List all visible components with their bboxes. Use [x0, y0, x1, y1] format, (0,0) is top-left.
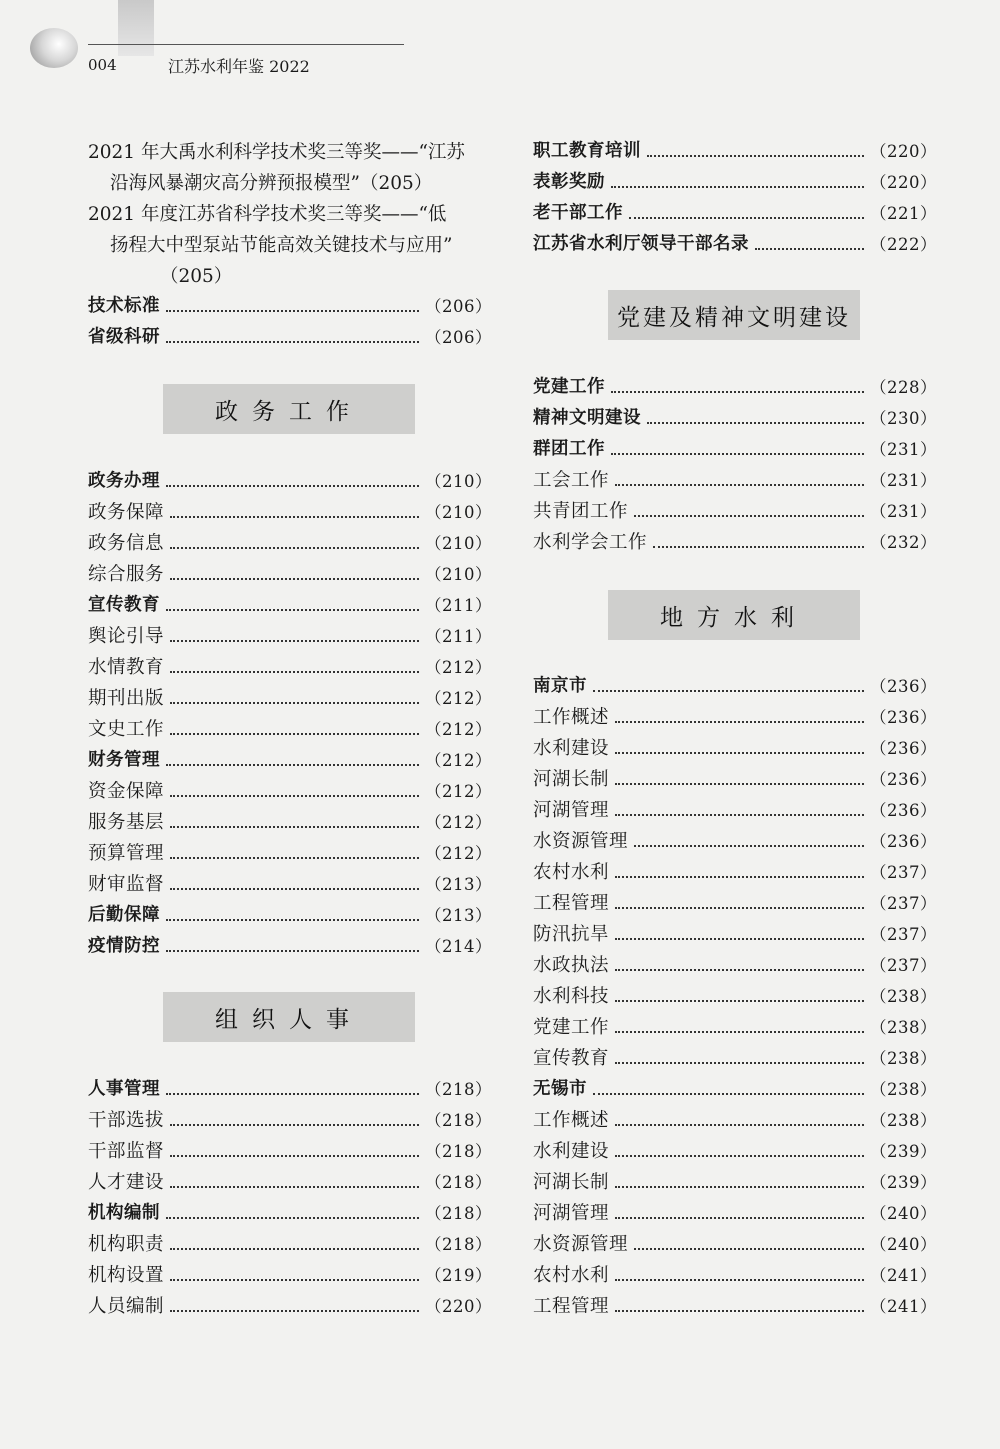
toc-label: 水政执法: [533, 955, 610, 976]
toc-page-number: （239）: [870, 1142, 937, 1161]
toc-entry[interactable]: [88, 497, 492, 528]
toc-label: 河湖管理: [533, 1203, 610, 1224]
toc-entry-award-1[interactable]: [88, 137, 492, 199]
toc-page-number: （211）: [425, 627, 492, 646]
toc-label: 财务管理: [88, 750, 160, 770]
toc-label: 技术标准: [88, 296, 160, 316]
toc-label: 干部选拔: [88, 1110, 165, 1131]
toc-entry[interactable]: [533, 1167, 937, 1198]
toc-page-number: （232）: [870, 533, 937, 552]
toc-label: 党建工作: [533, 377, 605, 397]
section-heading-party-building: 党建及精神文明建设: [608, 290, 860, 340]
dot-leader: [170, 578, 419, 580]
toc-page-number: （231）: [870, 502, 937, 521]
section-heading-government-affairs: 政务工作: [163, 384, 415, 434]
dot-leader: [170, 826, 419, 828]
toc-page-number: （219）: [425, 1266, 492, 1285]
toc-entry[interactable]: [88, 900, 492, 931]
dot-leader: [629, 217, 864, 219]
toc-entry[interactable]: [533, 1291, 937, 1322]
page-header: [0, 0, 1000, 90]
toc-entry[interactable]: [88, 590, 492, 621]
toc-page-number: （218）: [425, 1142, 492, 1161]
toc-label: 共青团工作: [533, 501, 629, 522]
toc-label: 政务办理: [88, 471, 160, 491]
toc-label: 水利建设: [533, 738, 610, 759]
toc-label: 水利科技: [533, 986, 610, 1007]
dot-leader: [170, 857, 419, 859]
dot-leader: [615, 1155, 864, 1157]
toc-label: 综合服务: [88, 564, 165, 585]
toc-entry[interactable]: [88, 1260, 492, 1291]
toc-label: 机构设置: [88, 1265, 165, 1286]
toc-label: 河湖长制: [533, 769, 610, 790]
dot-leader: [611, 391, 864, 393]
toc-label: 干部监督: [88, 1141, 165, 1162]
toc-page-number: （210）: [425, 472, 492, 491]
toc-entry[interactable]: [533, 733, 937, 764]
toc-entry[interactable]: [533, 671, 937, 702]
toc-label: 机构编制: [88, 1203, 160, 1223]
toc-label: 水利学会工作: [533, 532, 648, 553]
toc-entry[interactable]: [533, 1260, 937, 1291]
toc-entry[interactable]: [88, 1198, 492, 1229]
toc-entry[interactable]: [88, 621, 492, 652]
dot-leader: [170, 795, 419, 797]
toc-page-number: （241）: [870, 1297, 937, 1316]
toc-entry[interactable]: [88, 528, 492, 559]
toc-entry[interactable]: [533, 764, 937, 795]
toc-label: 水资源管理: [533, 831, 629, 852]
toc-entry[interactable]: [88, 1229, 492, 1260]
toc-page-number: （218）: [425, 1080, 492, 1099]
header-rule: [88, 44, 404, 45]
toc-label: 水利建设: [533, 1141, 610, 1162]
dot-leader: [615, 814, 864, 816]
toc-entry[interactable]: [533, 857, 937, 888]
toc-label: 人才建设: [88, 1172, 165, 1193]
toc-label: 服务基层: [88, 812, 165, 833]
toc-entry[interactable]: [88, 559, 492, 590]
toc-label: 河湖管理: [533, 800, 610, 821]
toc-page-number: （238）: [870, 1111, 937, 1130]
dot-leader: [615, 1217, 864, 1219]
dot-leader: [615, 938, 864, 940]
dot-leader: [634, 515, 864, 517]
toc-page-number: （212）: [425, 658, 492, 677]
toc-entry[interactable]: [533, 198, 937, 229]
toc-page-number: （238）: [870, 1049, 937, 1068]
toc-label: 宣传教育: [88, 595, 160, 615]
toc-label: 无锡市: [533, 1079, 587, 1099]
toc-entry[interactable]: [533, 1043, 937, 1074]
toc-page-number: （222）: [870, 235, 937, 254]
page-number: 004: [88, 56, 117, 74]
toc-entry[interactable]: [533, 702, 937, 733]
toc-entry[interactable]: [88, 1136, 492, 1167]
toc-label: 工作概述: [533, 1110, 610, 1131]
dot-leader: [170, 1155, 419, 1157]
book-title: 江苏水利年鉴 2022: [168, 57, 310, 76]
dot-leader: [593, 1093, 864, 1095]
header-ornament-icon: [30, 28, 78, 68]
toc-page-number: （214）: [425, 937, 492, 956]
toc-entry[interactable]: [533, 981, 937, 1012]
toc-page-number: （240）: [870, 1235, 937, 1254]
toc-page-number: （236）: [870, 832, 937, 851]
dot-leader: [170, 1124, 419, 1126]
toc-page-number: （230）: [870, 409, 937, 428]
toc-page-number: （237）: [870, 925, 937, 944]
dot-leader: [634, 845, 864, 847]
toc-label: 水资源管理: [533, 1234, 629, 1255]
toc-label: 机构职责: [88, 1234, 165, 1255]
dot-leader: [615, 969, 864, 971]
toc-label: 资金保障: [88, 781, 165, 802]
dot-leader: [170, 1186, 419, 1188]
toc-entry[interactable]: [533, 136, 937, 167]
dot-leader: [615, 1279, 864, 1281]
toc-entry[interactable]: [88, 776, 492, 807]
toc-label: 南京市: [533, 676, 587, 696]
dot-leader: [170, 671, 419, 673]
toc-page-number: （206）: [425, 297, 492, 316]
toc-entry[interactable]: [533, 167, 937, 198]
dot-leader: [647, 422, 864, 424]
toc-page-number: （210）: [425, 565, 492, 584]
dot-leader: [170, 888, 419, 890]
toc-entry[interactable]: [88, 683, 492, 714]
toc-page-number: （218）: [425, 1111, 492, 1130]
dot-leader: [166, 764, 419, 766]
toc-page-number: （205）: [359, 173, 433, 194]
toc-entry[interactable]: [533, 950, 937, 981]
dot-leader: [170, 1248, 419, 1250]
toc-entry-award-2[interactable]: [88, 199, 492, 292]
dot-leader: [615, 1310, 864, 1312]
toc-entry[interactable]: [533, 527, 937, 558]
dot-leader: [615, 752, 864, 754]
toc-page-number: （238）: [870, 1018, 937, 1037]
dot-leader: [166, 1093, 419, 1095]
toc-entry[interactable]: [533, 1198, 937, 1229]
toc-page-number: （218）: [425, 1235, 492, 1254]
header-decoration: [118, 0, 154, 56]
toc-label: 党建工作: [533, 1017, 610, 1038]
toc-page-number: （236）: [870, 801, 937, 820]
dot-leader: [170, 1310, 419, 1312]
toc-label: 群团工作: [533, 439, 605, 459]
toc-label: 河湖长制: [533, 1172, 610, 1193]
toc-entry[interactable]: [533, 372, 937, 403]
toc-entry[interactable]: [88, 1291, 492, 1322]
toc-page-number: （238）: [870, 1080, 937, 1099]
dot-leader: [615, 907, 864, 909]
dot-leader: [647, 155, 864, 157]
dot-leader: [615, 1000, 864, 1002]
toc-label: 农村水利: [533, 1265, 610, 1286]
toc-label: 人员编制: [88, 1296, 165, 1317]
toc-label: 精神文明建设: [533, 408, 641, 428]
dot-leader: [170, 640, 419, 642]
toc-entry[interactable]: [533, 403, 937, 434]
toc-label: 老干部工作: [533, 203, 623, 223]
toc-entry[interactable]: [88, 745, 492, 776]
toc-page-number: （237）: [870, 956, 937, 975]
toc-label: 政务保障: [88, 502, 165, 523]
dot-leader: [593, 690, 864, 692]
toc-entry[interactable]: [88, 714, 492, 745]
toc-entry[interactable]: [533, 919, 937, 950]
dot-leader: [755, 248, 864, 250]
toc-page-number: （228）: [870, 378, 937, 397]
toc-entry[interactable]: [88, 1074, 492, 1105]
toc-label: 防汛抗旱: [533, 924, 610, 945]
toc-entry[interactable]: [533, 1229, 937, 1260]
toc-page-number: （240）: [870, 1204, 937, 1223]
toc-page-number: （236）: [870, 677, 937, 696]
toc-label: 政务信息: [88, 533, 165, 554]
toc-page-number: （211）: [425, 596, 492, 615]
dot-leader: [615, 721, 864, 723]
toc-entry[interactable]: [88, 807, 492, 838]
toc-entry[interactable]: [533, 496, 937, 527]
toc-entry[interactable]: [533, 795, 937, 826]
toc-entry[interactable]: [88, 652, 492, 683]
toc-label: 工作概述: [533, 707, 610, 728]
toc-page-number: （237）: [870, 863, 937, 882]
toc-page-number: （241）: [870, 1266, 937, 1285]
award-1-line-1: 2021 年大禹水利科学技术奖三等奖——“江苏: [88, 142, 465, 163]
toc-entry[interactable]: [88, 291, 492, 322]
toc-label: 职工教育培训: [533, 141, 641, 161]
toc-page-number: （237）: [870, 894, 937, 913]
toc-page-number: （220）: [870, 142, 937, 161]
dot-leader: [170, 547, 419, 549]
toc-page-number: （220）: [870, 173, 937, 192]
toc-entry[interactable]: [533, 1105, 937, 1136]
dot-leader: [170, 516, 419, 518]
toc-page-number: （212）: [425, 782, 492, 801]
toc-entry[interactable]: [88, 838, 492, 869]
toc-entry[interactable]: [533, 1136, 937, 1167]
toc-entry[interactable]: [533, 888, 937, 919]
toc-label: 工程管理: [533, 1296, 610, 1317]
toc-label: 宣传教育: [533, 1048, 610, 1069]
toc-page-number: （213）: [425, 906, 492, 925]
toc-page-number: （236）: [870, 739, 937, 758]
toc-label: 水情教育: [88, 657, 165, 678]
toc-page-number: （210）: [425, 503, 492, 522]
toc-page-number: （236）: [870, 770, 937, 789]
award-2-line-1: 2021 年度江苏省科学技术奖三等奖——“低: [88, 204, 447, 225]
toc-entry[interactable]: [88, 1167, 492, 1198]
toc-page-number: （212）: [425, 751, 492, 770]
dot-leader: [611, 453, 864, 455]
dot-leader: [615, 783, 864, 785]
dot-leader: [166, 950, 419, 952]
dot-leader: [634, 1248, 864, 1250]
dot-leader: [615, 1124, 864, 1126]
toc-page-number: （220）: [425, 1297, 492, 1316]
toc-label: 期刊出版: [88, 688, 165, 709]
toc-page-number: （212）: [425, 720, 492, 739]
toc-label: 财审监督: [88, 874, 165, 895]
toc-page-number: （206）: [425, 328, 492, 347]
toc-entry[interactable]: [533, 1012, 937, 1043]
toc-label: 人事管理: [88, 1079, 160, 1099]
toc-label: 江苏省水利厅领导干部名录: [533, 234, 749, 254]
dot-leader: [166, 1217, 419, 1219]
toc-entry[interactable]: [533, 1074, 937, 1105]
toc-entry[interactable]: [88, 931, 492, 962]
toc-entry[interactable]: [88, 322, 492, 353]
dot-leader: [611, 186, 864, 188]
toc-page-number: （221）: [870, 204, 937, 223]
dot-leader: [615, 484, 864, 486]
toc-entry[interactable]: [88, 869, 492, 900]
toc-entry[interactable]: [533, 434, 937, 465]
dot-leader: [615, 1031, 864, 1033]
toc-entry[interactable]: [533, 229, 937, 260]
toc-label: 工会工作: [533, 470, 610, 491]
section-heading-local-water: 地方水利: [608, 590, 860, 640]
dot-leader: [166, 485, 419, 487]
toc-entry[interactable]: [88, 1105, 492, 1136]
toc-page-number: （231）: [870, 440, 937, 459]
dot-leader: [170, 702, 419, 704]
toc-label: 文史工作: [88, 719, 165, 740]
toc-page-number: （239）: [870, 1173, 937, 1192]
dot-leader: [170, 733, 419, 735]
dot-leader: [170, 1279, 419, 1281]
toc-label: 预算管理: [88, 843, 165, 864]
dot-leader: [615, 876, 864, 878]
toc-label: 疫情防控: [88, 936, 160, 956]
dot-leader: [615, 1062, 864, 1064]
toc-page-number: （218）: [425, 1173, 492, 1192]
award-1-line-2: 沿海风暴潮灾高分辨预报模型”: [110, 173, 360, 194]
toc-entry[interactable]: [533, 826, 937, 857]
toc-page-number: （212）: [425, 689, 492, 708]
toc-page-number: （236）: [870, 708, 937, 727]
dot-leader: [653, 546, 864, 548]
toc-page-number: （212）: [425, 813, 492, 832]
toc-label: 表彰奖励: [533, 172, 605, 192]
toc-page-number: （238）: [870, 987, 937, 1006]
toc-page-number: （210）: [425, 534, 492, 553]
dot-leader: [615, 1186, 864, 1188]
toc-label: 舆论引导: [88, 626, 165, 647]
toc-entry[interactable]: [533, 465, 937, 496]
toc-label: 工程管理: [533, 893, 610, 914]
dot-leader: [166, 341, 419, 343]
section-heading-organization-personnel: 组织人事: [163, 992, 415, 1042]
toc-label: 省级科研: [88, 327, 160, 347]
award-2-line-2: 扬程大中型泵站节能高效关键技术与应用”: [110, 235, 453, 256]
toc-entry[interactable]: [88, 466, 492, 497]
toc-page-number: （213）: [425, 875, 492, 894]
toc-page-number: （205）: [160, 266, 233, 287]
toc-label: 农村水利: [533, 862, 610, 883]
dot-leader: [166, 310, 419, 312]
toc-page-number: （231）: [870, 471, 937, 490]
dot-leader: [166, 609, 419, 611]
dot-leader: [166, 919, 419, 921]
toc-page-number: （218）: [425, 1204, 492, 1223]
toc-page-number: （212）: [425, 844, 492, 863]
toc-label: 后勤保障: [88, 905, 160, 925]
